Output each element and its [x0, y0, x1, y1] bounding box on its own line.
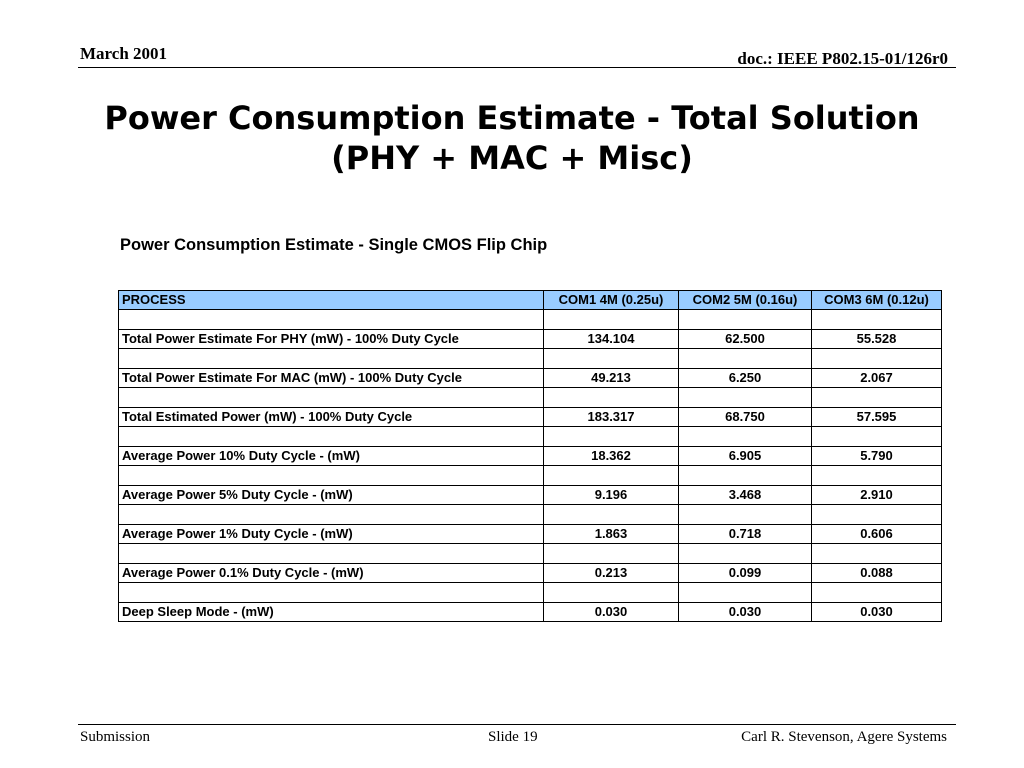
table-cell-empty [679, 505, 812, 525]
header-doc-id: doc.: IEEE P802.15-01/126r0 [737, 49, 948, 68]
table-cell-empty [119, 349, 544, 369]
table-row [119, 564, 942, 583]
row-value: 49.213 [544, 369, 679, 388]
footer-author: Carl R. Stevenson, Agere Systems [741, 729, 947, 745]
table-cell-empty [812, 349, 942, 369]
table-spacer-row [119, 544, 942, 564]
row-value: 2.910 [812, 486, 942, 505]
row-label: Deep Sleep Mode - (mW) [119, 603, 544, 622]
row-value: 183.317 [544, 408, 679, 427]
row-label: Average Power 1% Duty Cycle - (mW) [119, 525, 544, 544]
table-cell-empty [679, 310, 812, 330]
footer-submission: Submission [80, 729, 151, 745]
column-header-process: PROCESS [119, 291, 544, 310]
row-value: 6.905 [679, 447, 812, 466]
slide-title-line-1: Power Consumption Estimate - Total Solution [104, 99, 920, 137]
table-spacer-row [119, 310, 942, 330]
table-cell-empty [812, 310, 942, 330]
row-value: 2.067 [812, 369, 942, 388]
row-value: 0.030 [679, 603, 812, 622]
header-divider [78, 67, 956, 68]
table-cell-empty [119, 544, 544, 564]
row-value: 134.104 [544, 330, 679, 349]
table-cell-empty [544, 583, 679, 603]
row-label: Average Power 5% Duty Cycle - (mW) [119, 486, 544, 505]
table-cell-empty [544, 388, 679, 408]
header-date: March 2001 [80, 44, 168, 63]
row-value: 9.196 [544, 486, 679, 505]
table-spacer-row [119, 505, 942, 525]
row-label: Total Estimated Power (mW) - 100% Duty Cycle [119, 408, 544, 427]
column-header-com2: COM2 5M (0.16u) [679, 291, 812, 310]
footer-slide-number: Slide 19 [488, 729, 538, 745]
table-cell-empty [679, 544, 812, 564]
table-row [119, 486, 942, 505]
footer-divider [78, 724, 956, 725]
row-value: 55.528 [812, 330, 942, 349]
table-cell-empty [119, 466, 544, 486]
row-value: 0.718 [679, 525, 812, 544]
table-row [119, 369, 942, 388]
row-label: Average Power 0.1% Duty Cycle - (mW) [119, 564, 544, 583]
spreadsheet-title: Power Consumption Estimate - Single CMOS Flip Chip [120, 236, 548, 254]
slide-title-line-2: (PHY + MAC + Misc) [331, 139, 693, 177]
table-cell-empty [544, 466, 679, 486]
row-value: 57.595 [812, 408, 942, 427]
table-row [119, 408, 942, 427]
table-cell-empty [679, 466, 812, 486]
column-header-com1: COM1 4M (0.25u) [544, 291, 679, 310]
table-cell-empty [119, 505, 544, 525]
table-cell-empty [679, 388, 812, 408]
row-value: 68.750 [679, 408, 812, 427]
table-cell-empty [679, 349, 812, 369]
table-cell-empty [544, 310, 679, 330]
table-row [119, 330, 942, 349]
table-spacer-row [119, 349, 942, 369]
row-value: 3.468 [679, 486, 812, 505]
table-cell-empty [119, 310, 544, 330]
table-cell-empty [812, 583, 942, 603]
table-spacer-row [119, 427, 942, 447]
table-row [119, 603, 942, 622]
table-header-row [119, 291, 942, 310]
table-cell-empty [119, 583, 544, 603]
row-value: 0.088 [812, 564, 942, 583]
row-value: 6.250 [679, 369, 812, 388]
table-cell-empty [119, 388, 544, 408]
table-cell-empty [812, 544, 942, 564]
table-cell-empty [812, 427, 942, 447]
table-spacer-row [119, 466, 942, 486]
table-cell-empty [812, 388, 942, 408]
table-cell-empty [544, 544, 679, 564]
slide-title [40, 98, 984, 178]
row-value: 0.213 [544, 564, 679, 583]
table-cell-empty [544, 349, 679, 369]
table-row [119, 525, 942, 544]
table-row [119, 447, 942, 466]
table-cell-empty [812, 466, 942, 486]
row-label: Total Power Estimate For PHY (mW) - 100% Duty Cycle [119, 330, 544, 349]
row-value: 0.606 [812, 525, 942, 544]
row-value: 0.099 [679, 564, 812, 583]
table-cell-empty [679, 427, 812, 447]
table-spacer-row [119, 388, 942, 408]
row-label: Average Power 10% Duty Cycle - (mW) [119, 447, 544, 466]
power-estimate-table [118, 290, 942, 622]
table-cell-empty [544, 427, 679, 447]
row-value: 0.030 [544, 603, 679, 622]
table-cell-empty [119, 427, 544, 447]
row-label: Total Power Estimate For MAC (mW) - 100% Duty Cycle [119, 369, 544, 388]
table-cell-empty [812, 505, 942, 525]
row-value: 18.362 [544, 447, 679, 466]
row-value: 5.790 [812, 447, 942, 466]
column-header-com3: COM3 6M (0.12u) [812, 291, 942, 310]
table-cell-empty [679, 583, 812, 603]
table-cell-empty [544, 505, 679, 525]
row-value: 1.863 [544, 525, 679, 544]
table-spacer-row [119, 583, 942, 603]
row-value: 62.500 [679, 330, 812, 349]
row-value: 0.030 [812, 603, 942, 622]
